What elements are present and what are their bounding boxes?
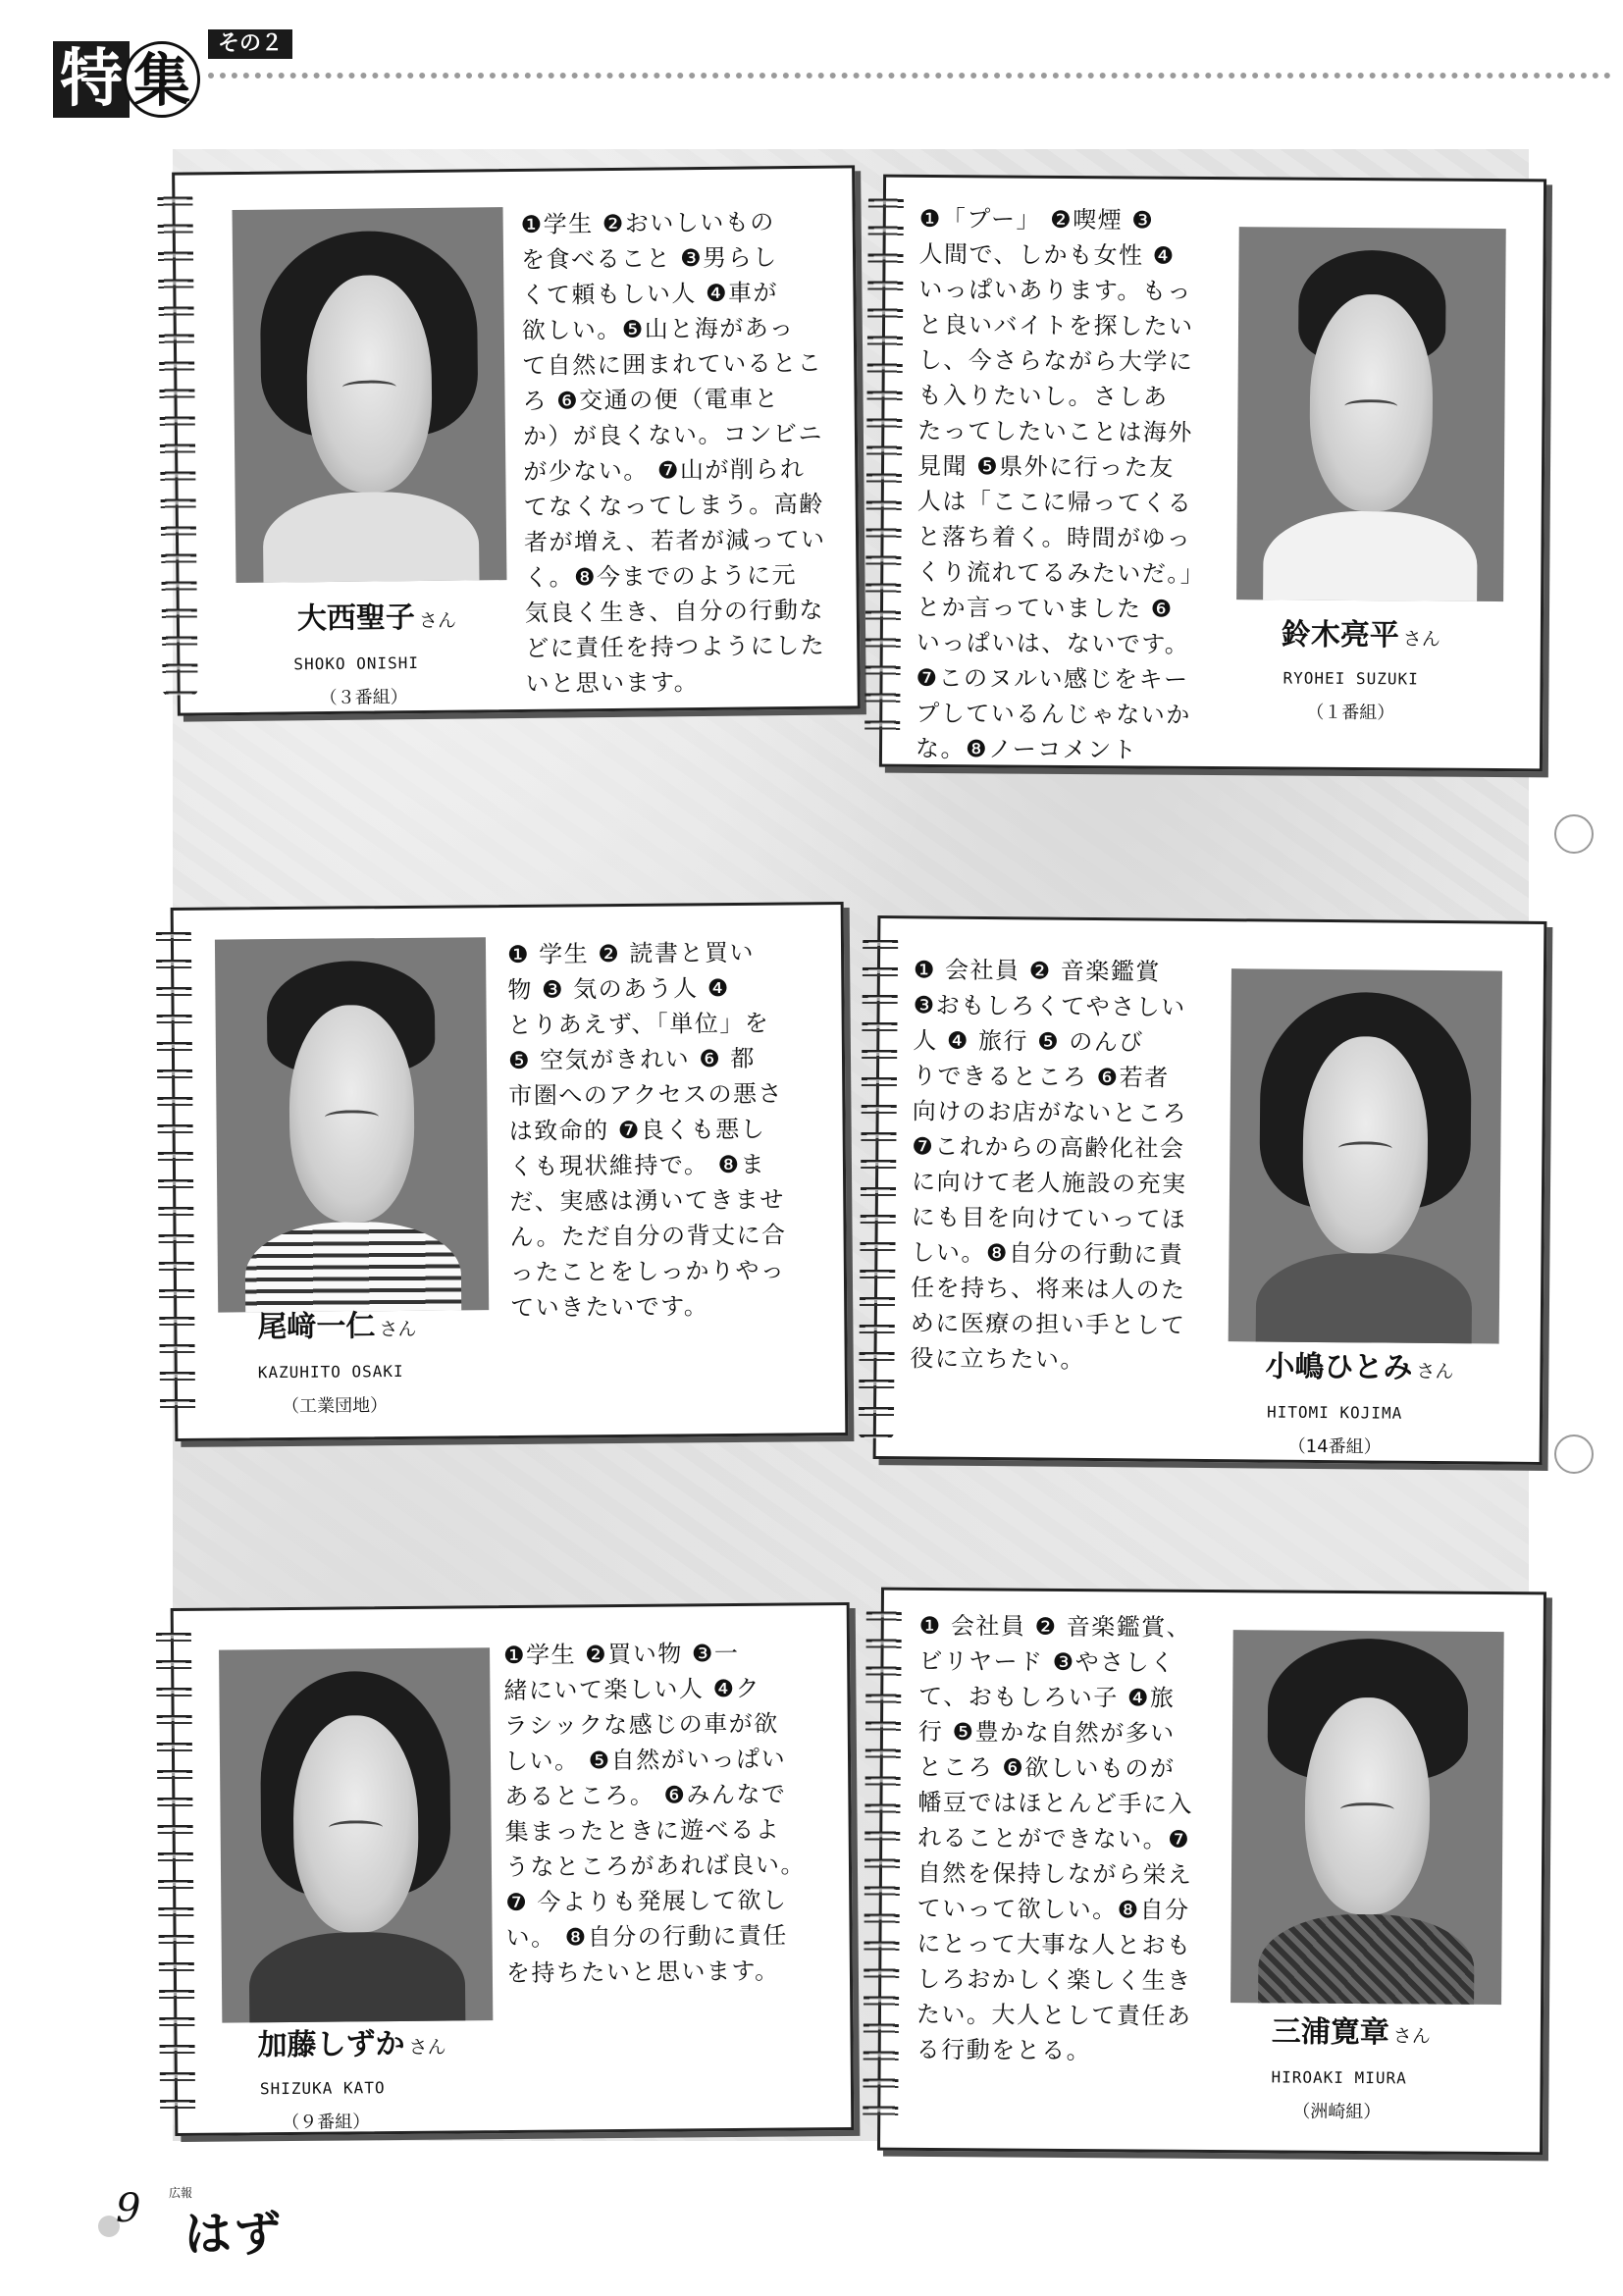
person-romaji: RYOHEI SUZUKI xyxy=(1283,668,1419,689)
person-name: 三浦寛章 さん xyxy=(1271,2014,1431,2051)
spiral-binding xyxy=(156,928,195,1421)
person-area: （工業団地） xyxy=(281,1395,389,1418)
feature-heading xyxy=(53,35,200,118)
person-romaji: SHOKO ONISHI xyxy=(293,653,420,674)
person-romaji: HITOMI KOJIMA xyxy=(1266,1402,1403,1423)
person-area: （１番組） xyxy=(1306,702,1395,724)
answers-text: ❶ 会社員 ❷ 音楽鑑賞 ❸おもしろくてやさしい 人 ❹ 旅行 ❺ のんび りできるところ ❻若者 向けのお店がないところ ❼これからの高齢化社会 に向けて老人施設の充実 にも目を向けていってほ しい。❽自分の行動に責 任を持ち、将来は人のた めに医療の担い手として 役に立ちたい。 xyxy=(910,956,1188,1374)
answers-text: ❶ 学生 ❷ 読書と買い 物 ❸ 気のあう人 ❹ とりあえず、「単位」を ❺ 空気がきれい ❻ 都 市圏へのアクセスの悪さ は致命的 ❼良くも悪し くも現状維持で。 ❽ま だ、実感は湧いてきませ ん。ただ自分の背丈に合 ったことをしっかりやっ ていきたいです。 xyxy=(506,938,787,1322)
person-name: 小嶋ひとみ さん xyxy=(1265,1349,1454,1385)
spiral-binding xyxy=(156,1629,195,2115)
person-name: 鈴木亮平 さん xyxy=(1281,617,1440,653)
punch-hole xyxy=(1554,814,1594,854)
person-name: 尾﨑一仁 さん xyxy=(257,1309,417,1345)
answers-text: ❶学生 ❷買い物 ❸一 緒にいて楽しい人 ❹ク ラシックな感じの車が欲 しい。 ❺自然がいっぱい あるところ。 ❻みんなで 集まったときに遊べるよ うなところがあれば良い。 ❼ 今よりも発展して欲し い。 ❽自分の行動に責任 を持ちたいと思います。 xyxy=(502,1639,807,1988)
spiral-binding xyxy=(157,192,197,695)
person-area: （９番組） xyxy=(282,2112,371,2134)
answers-text: ❶学生 ❷おいしいもの を食べること ❸男らし くて頼もしい人 ❹車が 欲しい。❺山と海があっ て自然に囲まれているとこ ろ ❻交通の便（電車と か）が良くない。コンビニ が少ない。 ❼山が削られ てなくなってしまう。高齢 者が増え、若者が減ってい く。❽今までのように元 気良く生き、自分の行動な どに責任を持つようにした いと思います。 xyxy=(520,208,826,698)
punch-hole xyxy=(1554,1435,1594,1474)
portrait-photo xyxy=(1236,227,1506,601)
profile-card xyxy=(171,902,849,1441)
portrait-photo xyxy=(1229,968,1502,1343)
person-name: 加藤しずか さん xyxy=(257,2026,446,2063)
person-romaji: SHIZUKA KATO xyxy=(259,2078,386,2099)
part-tag: その２ xyxy=(208,29,292,59)
answers-text: ❶「プー」 ❷喫煙 ❸ 人間で、しかも女性 ❹ いっぱいあります。もっ と良いバイトを探したい し、今さらながら大学に も入りたいし。さしあ たってしたいことは海外 見聞 ❺県外に行った友 人は「ここに帰ってくる と落ち着く。時間がゆっ くり流れてるみたいだ。」 とか言っていました ❻ いっぱいは、ないです。 ❼このヌルい感じをキー プしているんじゃないか な。❽ノーコメント xyxy=(915,204,1206,764)
portrait-photo xyxy=(215,937,489,1312)
person-area: （３番組） xyxy=(319,687,408,709)
person-name: 大西聖子 さん xyxy=(296,600,457,637)
publication-label: 広報 xyxy=(169,2186,193,2200)
person-area: （洲崎組） xyxy=(1292,2101,1382,2123)
person-romaji: KAZUHITO OSAKI xyxy=(257,1361,404,1383)
person-romaji: HIROAKI MIURA xyxy=(1271,2067,1407,2088)
person-area: （14番組） xyxy=(1287,1435,1382,1458)
profile-card xyxy=(879,175,1546,772)
header-dotted-rule xyxy=(208,73,1611,78)
profile-card xyxy=(171,1602,855,2136)
portrait-photo xyxy=(233,207,507,583)
page-number: 9 xyxy=(116,2186,141,2231)
profile-card xyxy=(172,165,861,715)
spiral-binding xyxy=(864,195,904,747)
portrait-photo xyxy=(1230,1630,1504,2005)
answers-text: ❶ 会社員 ❷ 音楽鑑賞、 ビリヤード ❸やさしく て、おもしろい子 ❹旅 行 ❺豊かな自然が多い ところ ❻欲しいものが 幡豆ではほとんど手に入 れることができない。❼ 自然を保持しながら栄え ていって欲しい。❽自分 にとって大事な人とおも しろおかしく楽しく生き たい。大人として責任あ る行動をとる。 xyxy=(916,1611,1194,2065)
publication-logo: はず xyxy=(184,2207,284,2262)
profile-card xyxy=(873,915,1547,1465)
heading-char-2: 集 xyxy=(124,41,200,118)
profile-card xyxy=(877,1588,1546,2156)
heading-char-1: 特 xyxy=(53,41,130,118)
spiral-binding xyxy=(863,1608,902,2130)
portrait-photo xyxy=(219,1647,493,2022)
spiral-binding xyxy=(859,936,898,1438)
